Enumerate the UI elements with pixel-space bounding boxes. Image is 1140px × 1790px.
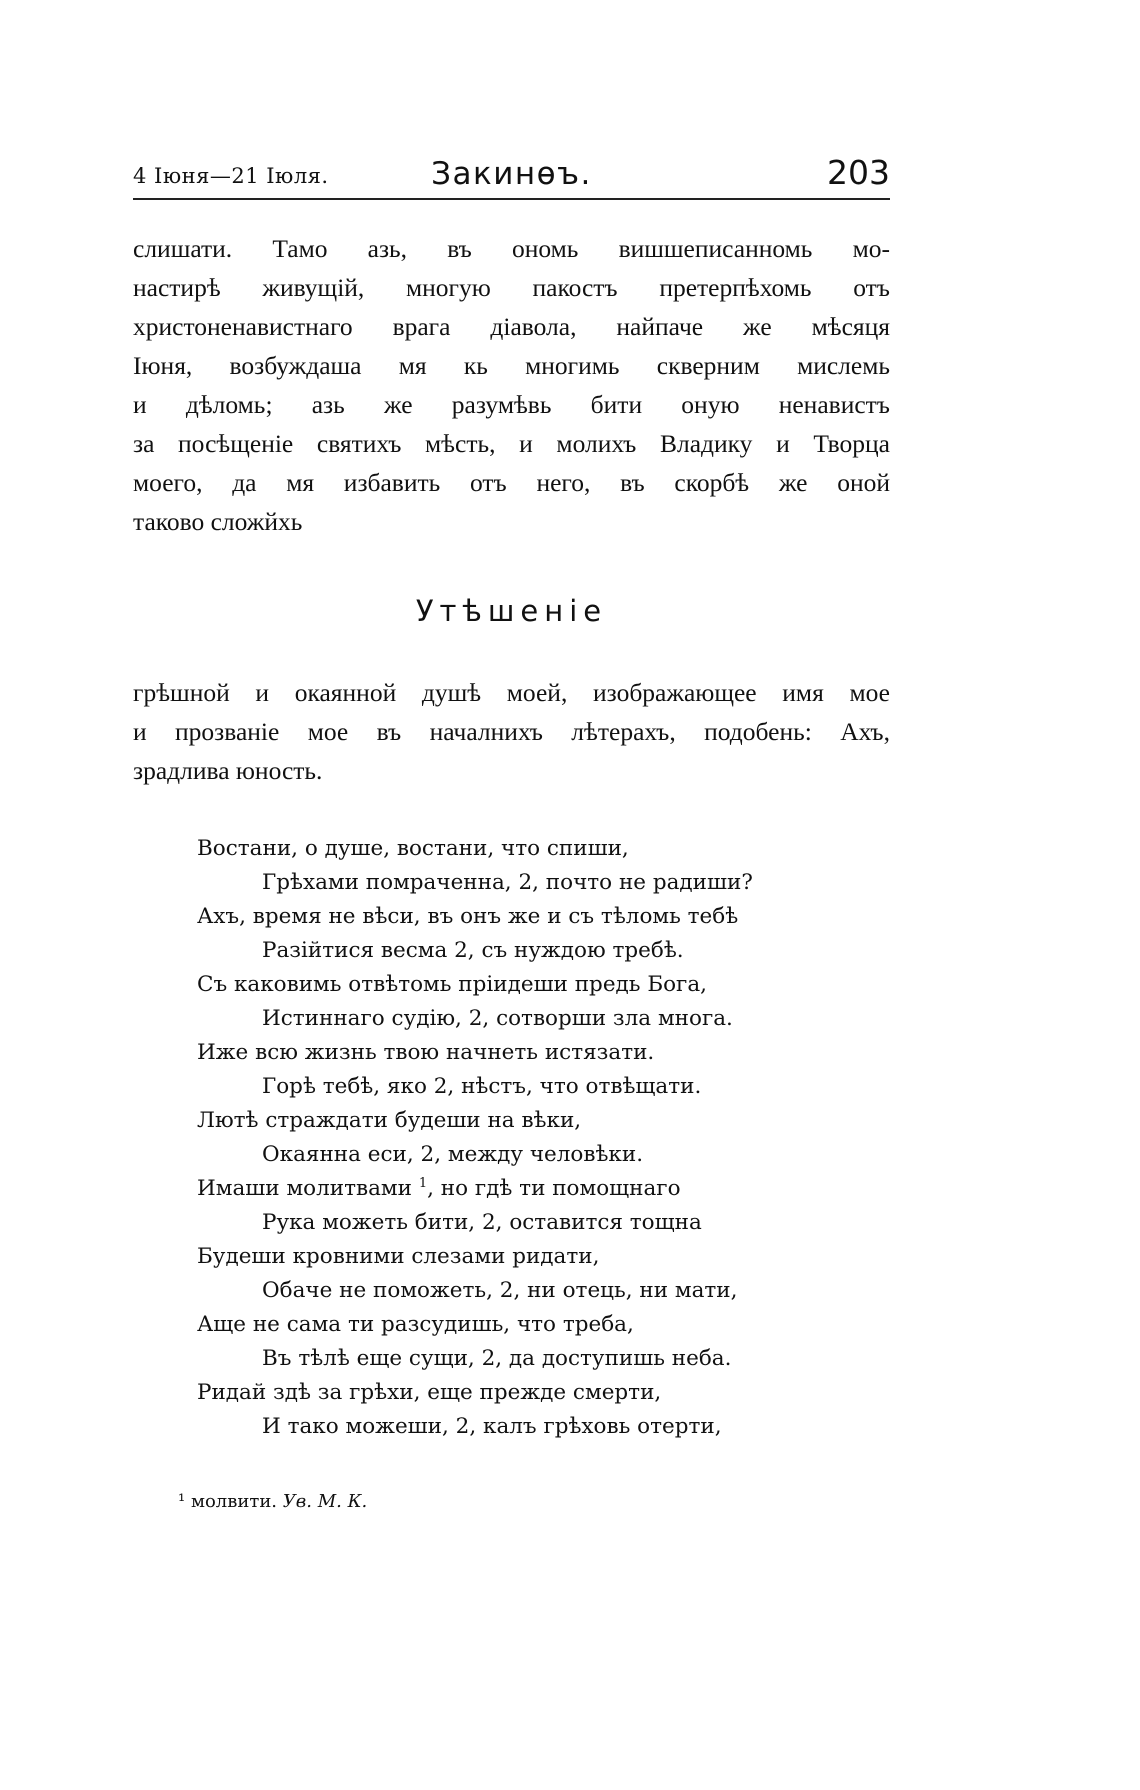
verse-line: Лютѣ страждати будеши на вѣки,: [197, 1108, 582, 1133]
footnote-source: Ув. М. К.: [282, 1491, 368, 1512]
section-heading: Утѣшеніе: [415, 594, 608, 628]
verse-line: Окаянна еси, 2, между человѣки.: [262, 1142, 644, 1167]
verse-line: Съ каковимь отвѣтомь пріидеши предь Бога,: [197, 972, 707, 997]
verse-line: Будеши кровними слезами ридати,: [197, 1244, 600, 1269]
verse-text: Имаши молитвами: [197, 1176, 412, 1201]
verse-line: Истиннаго судію, 2, сотворши зла многа.: [262, 1006, 733, 1031]
text-line: грѣшной и окаянной душѣ моей, изображающее имя мое: [133, 678, 890, 707]
text-line: Іюня, возбуждаша мя кь многимь скверним мислемь: [133, 351, 890, 380]
text-line: и прозваніе мое въ началнихъ лѣтерахъ, подобень: Ахъ,: [133, 717, 890, 746]
poem: [197, 832, 897, 1444]
paragraph-2: [133, 673, 890, 790]
paragraph-1: [133, 229, 890, 541]
text-line: таково сложйхь: [133, 507, 303, 536]
text-line: за посѣщеніе святихъ мѣсть, и молихъ Владику и Творца: [133, 429, 890, 458]
text-line: христоненавистнаго врага діавола, найпаче же мѣсяця: [133, 312, 890, 341]
verse-line: Обаче не поможеть, 2, ни отець, ни мати,: [262, 1278, 738, 1303]
text-line: настирѣ живущій, многую пакостъ претерпѣхомь отъ: [133, 273, 890, 302]
footnote-text: молвити.: [190, 1491, 278, 1512]
running-head-title: Закинѳъ.: [431, 156, 592, 192]
verse-line: И тако можеши, 2, калъ грѣховь отерти,: [262, 1414, 722, 1439]
verse-line: Въ тѣлѣ еще сущи, 2, да доступишь неба.: [262, 1346, 732, 1371]
text-line: моего, да мя избавить отъ него, въ скорбѣ же оной: [133, 468, 890, 497]
text-line: слишати. Тамо азь, въ ономь вишшеписанномь мо-: [133, 234, 890, 263]
text-line: и дѣломь; азь же разумѣвь бити оную ненавистъ: [133, 390, 890, 419]
footnote-marker: ¹: [178, 1491, 186, 1512]
running-head-date: 4 Іюня—21 Іюля.: [133, 164, 329, 188]
verse-line: Аще не сама ти разсудишь, что треба,: [197, 1312, 634, 1337]
verse-line: Рука можеть бити, 2, оставится тощна: [262, 1210, 702, 1235]
verse-line: Востани, о душе, востани, что спиши,: [197, 836, 629, 861]
verse-line-with-footnote: [197, 1172, 897, 1206]
verse-line: Разійтися весма 2, съ нуждою требѣ.: [262, 938, 684, 963]
verse-line: Ахъ, время не вѣси, въ онъ же и съ тѣломь тебѣ: [197, 904, 739, 929]
verse-line: Иже всю жизнь твою начнеть истязати.: [197, 1040, 655, 1065]
verse-line: Грѣхами помраченна, 2, почто не радиши?: [262, 870, 753, 895]
footnote-reference[interactable]: 1: [418, 1175, 428, 1191]
verse-line: Ридай здѣ за грѣхи, еще прежде смерти,: [197, 1380, 662, 1405]
verse-line: Горѣ тебѣ, яко 2, нѣстъ, что отвѣщати.: [262, 1074, 702, 1099]
verse-text-continued: , но гдѣ ти помощнаго: [427, 1176, 681, 1201]
footnote: [178, 1491, 367, 1512]
page-number: 203: [827, 153, 890, 192]
running-head: [133, 152, 890, 200]
text-line: зрадлива юность.: [133, 756, 323, 785]
